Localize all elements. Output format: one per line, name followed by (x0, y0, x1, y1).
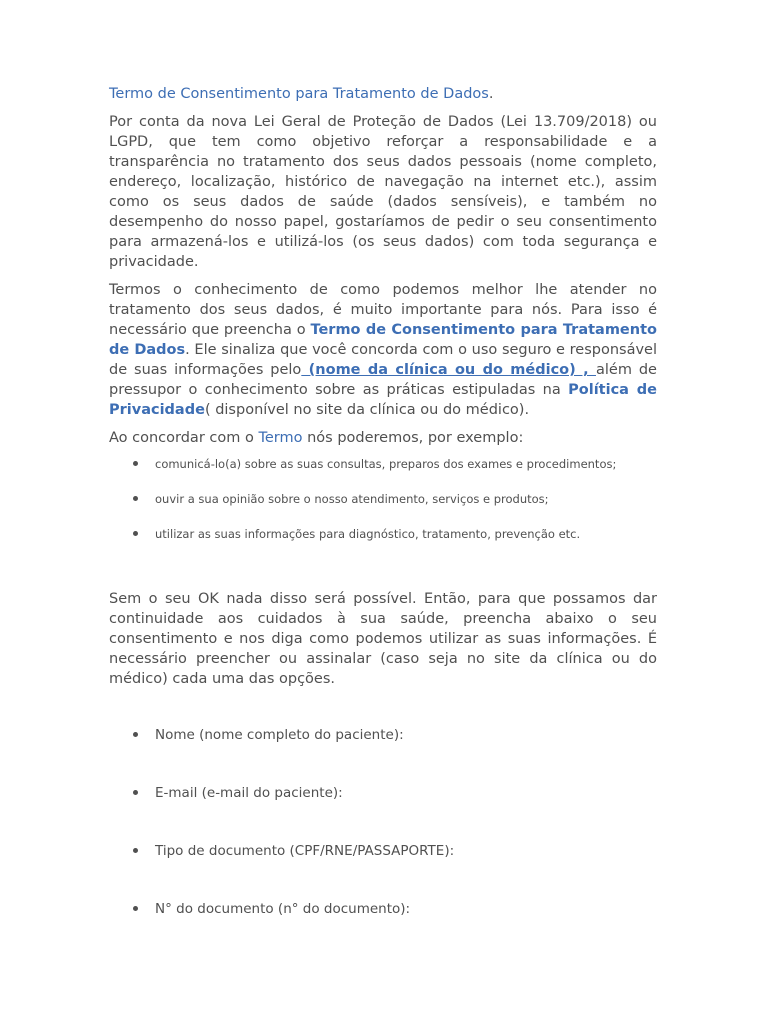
title-period: . (488, 86, 494, 102)
field-label: Tipo de documento (CPF/RNE/PASSAPORTE): (155, 843, 455, 859)
p2-text-a: Termos o conhecimento de como podemos melhor lhe atender no tratamento dos seus dados, é muito importante para nós. Para isso é necessário que preencha o (109, 282, 657, 338)
bullet-icon (133, 790, 138, 795)
list-item-text: comunicá-lo(a) sobre as suas consultas, preparos dos exames e procedimentos; (155, 457, 617, 471)
field-label: N° do documento (n° do documento): (155, 901, 411, 917)
clinic-name-link[interactable]: (nome da clínica ou do médico) , (301, 362, 596, 378)
spacer (109, 561, 657, 589)
p3-text-b: nós poderemos, por exemplo: (302, 430, 524, 446)
privacy-policy-highlight: Política de Privacidade (109, 382, 658, 418)
bullet-icon (133, 848, 138, 853)
list-item (109, 526, 657, 561)
paragraph-consent-info (109, 280, 657, 420)
bullet-icon (133, 531, 138, 536)
field-label: Nome (nome completo do paciente): (155, 727, 404, 743)
bullet-icon (133, 496, 138, 501)
bullet-icon (133, 732, 138, 737)
field-document-type (109, 841, 657, 899)
paragraph-examples-intro (109, 428, 657, 448)
list-item (109, 456, 657, 491)
list-item-text: ouvir a sua opinião sobre o nosso atendimento, serviços e produtos; (155, 492, 549, 506)
document-title (109, 84, 657, 104)
paragraph-instructions: Sem o seu OK nada disso será possível. Então, para que possamos dar continuidade aos cuidados à sua saúde, preencha abaixo o seu consentimento e nos diga como podemos utilizar as suas informações. É necessário preencher ou assinalar (caso seja no site da clínica ou do médico) cada uma das opções. (109, 591, 657, 687)
examples-list (109, 456, 657, 561)
bullet-icon (133, 461, 138, 466)
document-body (109, 84, 657, 957)
p2-text-b: . Ele sinaliza que você concorda com o uso seguro e responsável de suas informações pelo (109, 342, 657, 378)
consent-term-highlight: Termo de Consentimento para Tratamento de Dados (109, 322, 657, 358)
title-text: Termo de Consentimento para Tratamento de Dados (109, 86, 489, 102)
paragraph-lgpd-intro: Por conta da nova Lei Geral de Proteção de Dados (Lei 13.709/2018) ou LGPD, que tem como objetivo reforçar a responsabilidade e a transparência no tratamento dos seus dados pessoais (nome completo, endereço, localização, histórico de navegação na internet etc.), assim como os seus dados de saúde (dados sensíveis), e também no desempenho do nosso papel, gostaríamos de pedir o seu consentimento para armazená-los e utilizá-los (os seus dados) com toda segurança e privacidade. (109, 114, 657, 270)
form-fields-list (109, 725, 657, 957)
term-highlight: Termo (258, 430, 303, 446)
p2-text-d: ( disponível no site da clínica ou do médico). (204, 402, 530, 418)
list-item-text: utilizar as suas informações para diagnóstico, tratamento, prevenção etc. (155, 527, 581, 541)
field-email (109, 783, 657, 841)
field-document-number (109, 899, 657, 957)
list-item (109, 491, 657, 526)
p3-text-a: Ao concordar com o (109, 430, 259, 446)
field-name (109, 725, 657, 783)
bullet-icon (133, 906, 138, 911)
field-label: E-mail (e-mail do paciente): (155, 785, 343, 801)
p2-text-c: além de pressupor o conhecimento sobre as práticas estipuladas na (109, 362, 657, 398)
